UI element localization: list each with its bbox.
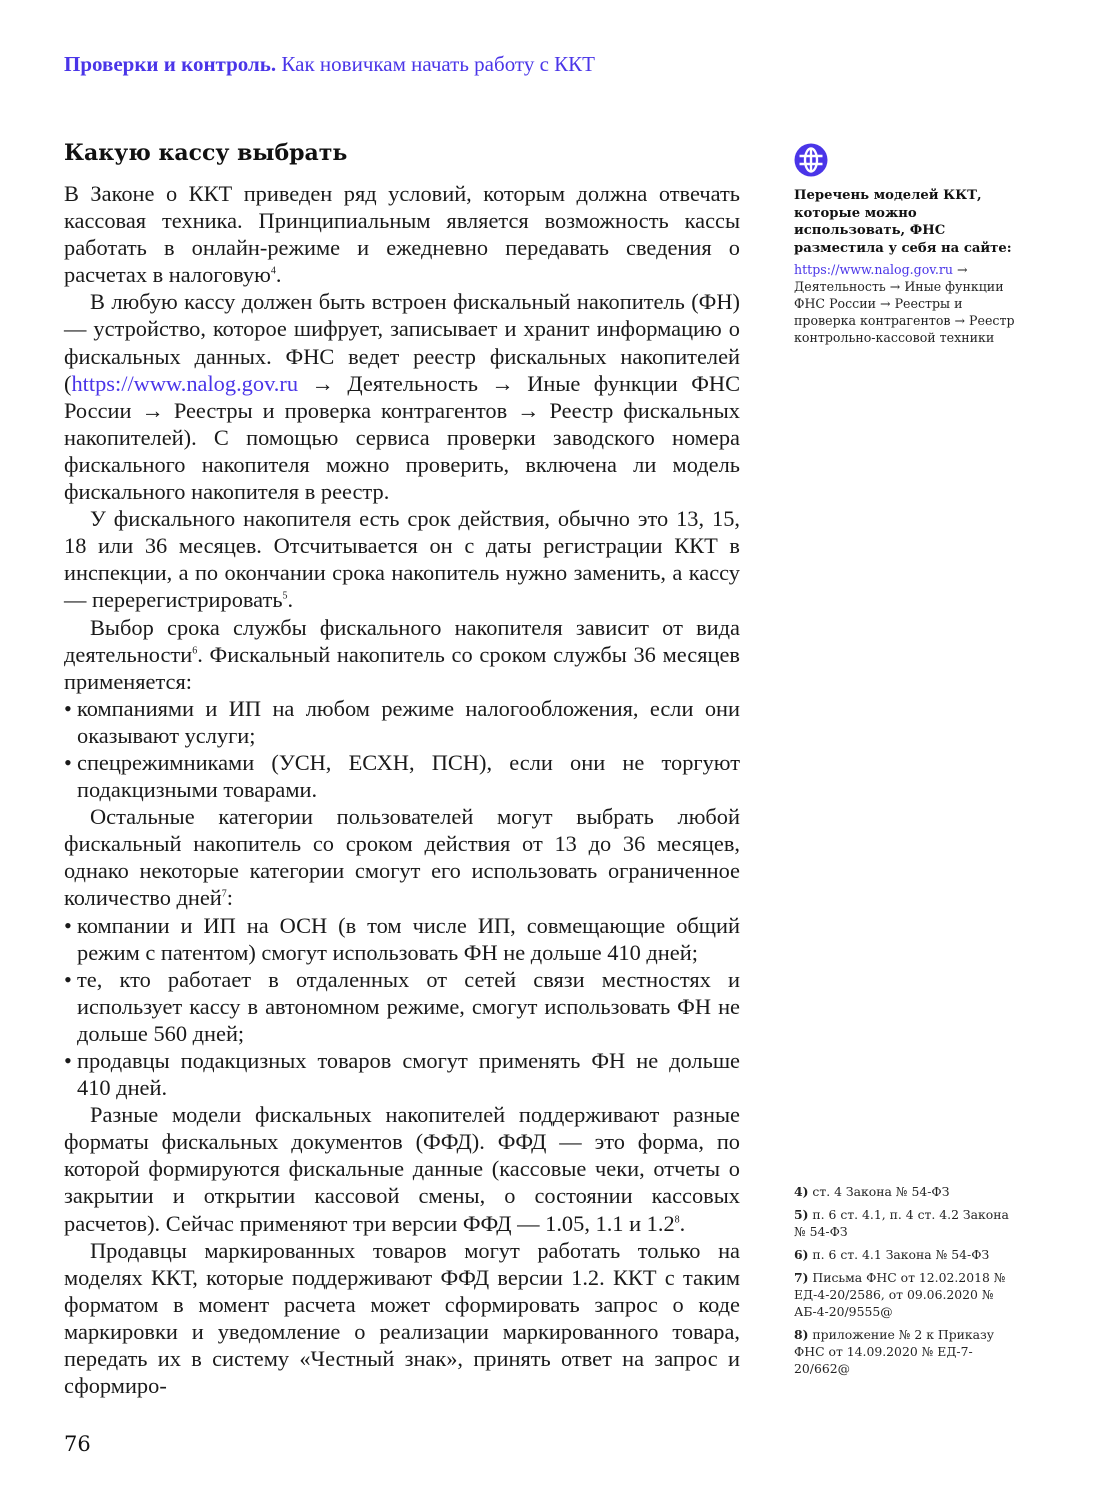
list-item: • продавцы подакцизных товаров смогут применять ФН не дольше 410 дней. <box>64 1047 740 1101</box>
bullet-list-limits <box>64 912 740 1102</box>
paragraph-3: У фискального накопителя есть срок действия, обычно это 13, 15, 18 или 36 месяцев. Отсчитывается он с даты регистрации ККТ в инспекции, а по окончании срока накопитель нужно заменить, а кассу — перерегистрировать$^5$. <box>64 506 740 613</box>
footnote-ref-6[interactable]: 6 <box>192 645 198 657</box>
paragraph-5: Остальные категории пользователей могут выбрать любой фискальный накопитель со сроком действия от 13 до 36 месяцев, однако некоторые категории смогут его использовать ограниченное количество дней$^7$: <box>64 804 740 911</box>
body-text <box>64 180 740 1399</box>
page-number: 76 <box>64 1432 91 1456</box>
header-section: Проверки и контроль. <box>64 52 277 76</box>
sidebar-title: Перечень моделей ККТ, которые можно использовать, ФНС разместила у себя на сайте: <box>794 188 1012 256</box>
sidebar-nalog-link[interactable]: https://www.nalog.gov.ru <box>794 262 954 277</box>
running-header <box>64 52 595 77</box>
footnote-8: 8) приложение № 2 к Приказу ФНС от 14.09.2020 № ЕД-7-20/662@ <box>794 1327 995 1376</box>
footnote-ref-5[interactable]: 5 <box>282 590 288 602</box>
footnote-7: 7) Письма ФНС от 12.02.2018 № ЕД-4-20/2586, от 09.06.2020 № АБ-4-20/9555@ <box>794 1270 1006 1319</box>
list-item: • те, кто работает в отдаленных от сетей связи местностях и использует кассу в автономном режиме, смогут использовать ФН не дольше 560 дней; <box>64 966 740 1047</box>
paragraph-6: Разные модели фискальных накопителей поддерживают разные форматы фискальных документов (ФФД). ФФД — это форма, по которой формируются фискальные данные (кассовые чеки, отчеты о закрытии и открытии кассовой смены, о состоянии кассовых расчетов). Сейчас применяют три версии ФФД — 1.05, 1.1 и $1.2^8$. <box>64 1102 740 1236</box>
footnote-ref-7[interactable]: 7 <box>221 888 227 900</box>
paragraph-4: Выбор срока службы фискального накопителя зависит от вида деятельности$^6$. Фискальный накопитель со сроком службы 36 месяцев применяется: <box>64 614 740 694</box>
list-item: • компании и ИП на ОСН (в том числе ИП, совмещающие общий режим с патентом) смогут использовать ФН не дольше 410 дней; <box>64 912 740 966</box>
footnote-5: 5) п. 6 ст. 4.1, п. 4 ст. 4.2 Закона № 54-ФЗ <box>794 1207 1009 1239</box>
main-column <box>64 140 740 1399</box>
footnote-ref-4[interactable]: 4 <box>270 265 276 277</box>
footnote-ref-8[interactable]: 8 <box>674 1214 680 1226</box>
sidebar-note <box>794 143 1024 346</box>
paragraph-7: Продавцы маркированных товаров могут работать только на моделях ККТ, которые поддерживают ФФД версии 1.2. ККТ с таким форматом в момент расчета может сформировать запрос о коде маркировки и уведомление о реализации маркированного товара, передать их в систему «Честный знак», принять ответ на запрос и сформиро- <box>64 1237 740 1399</box>
list-item: • компаниями и ИП на любом режиме налогообложения, если они оказывают услуги; <box>64 695 740 749</box>
footnote-4: 4) ст. 4 Закона № 54-ФЗ <box>794 1184 950 1199</box>
footnotes <box>794 1183 1024 1383</box>
section-title: Какую кассу выбрать <box>64 140 348 166</box>
header-subtitle: Как новичкам начать работу с ККТ <box>281 52 595 76</box>
footnote-6: 6) п. 6 ст. 4.1 Закона № 54-ФЗ <box>794 1247 990 1262</box>
paragraph-2: В любую кассу должен быть встроен фискальный накопитель (ФН) — устройство, которое шифрует, записывает и хранит информацию о фискальных данных. ФНС ведет реестр фискальных накопителей (https://www.nalog.gov.ru → Деятельность → Иные функции ФНС России → Реестры и проверка контрагентов → Реестр фискальных накопителей). С помощью сервиса проверки заводского номера фискального накопителя можно проверить, включена ли модель фискального накопителя в реестр. <box>64 289 740 505</box>
paragraph-1: В Законе о ККТ приведен ряд условий, которым должна отвечать кассовая техника. Принципиальным является возможность кассы работать в онлайн-режиме и ежедневно передавать сведения о расчетах в налоговую$^4$. <box>64 181 740 288</box>
globe-icon <box>794 143 828 177</box>
sidebar-path: https://www.nalog.gov.ru → Деятельность → Иные функции ФНС России → Реестры и проверка контрагентов → Реестр контрольно-кассовой техники <box>794 262 1015 345</box>
nalog-link[interactable]: https://www.nalog.gov.ru <box>71 370 299 396</box>
list-item: • спецрежимниками (УСН, ЕСХН, ПСН), если они не торгуют подакцизными товарами. <box>64 749 740 803</box>
bullet-list-36-months <box>64 695 740 803</box>
